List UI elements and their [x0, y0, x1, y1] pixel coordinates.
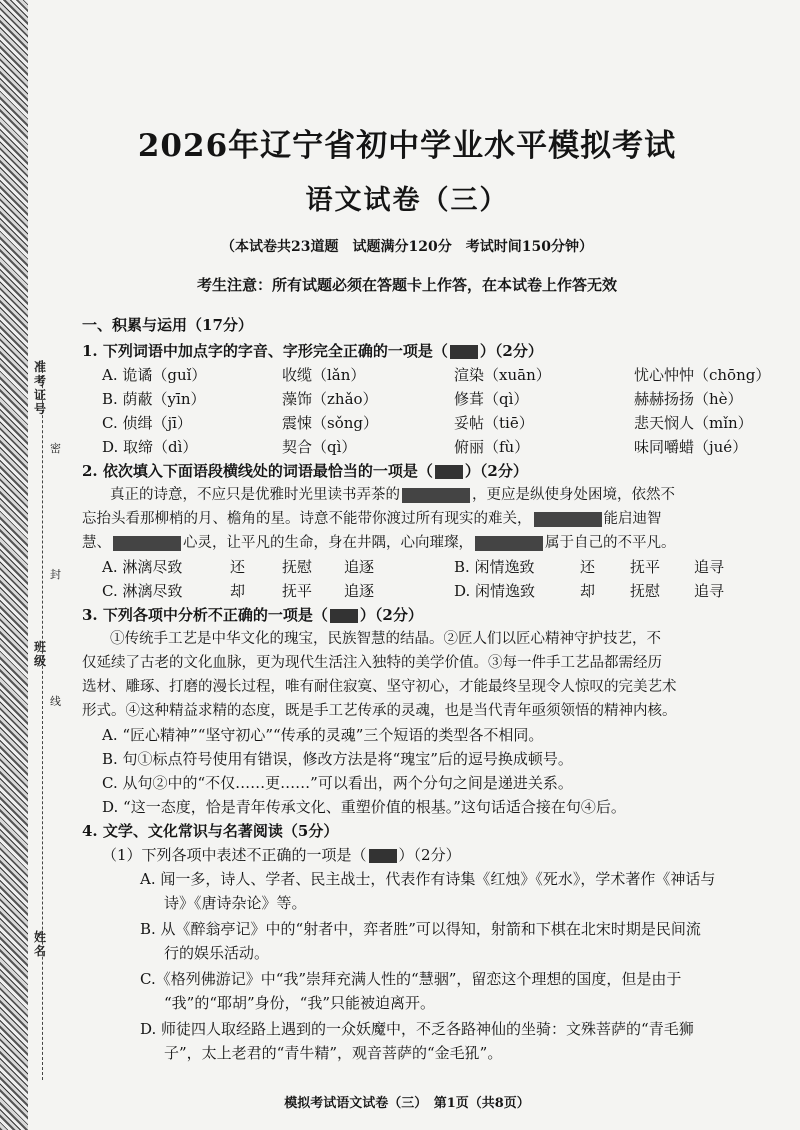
q2-option: D. 闲情逸致 — [454, 582, 536, 600]
q2-option: 追逐 — [344, 558, 375, 576]
q2-option: C. 淋漓尽致 — [102, 582, 183, 600]
q4-option: B. 从《醉翁亭记》中的“射者中，弈者胜”可以得知，射箭和下棋在北宋时期是民间流 — [140, 920, 701, 938]
q2-option: A. 淋漓尽致 — [102, 558, 183, 576]
q2-option: 还 — [230, 558, 246, 576]
q4-option: C.《格列佛游记》中“我”崇拜充满人性的“慧骃”，留恋这个理想的国度，但是由于 — [140, 970, 682, 988]
q1-option: 震悚（sǒng） — [282, 414, 378, 432]
seal-line — [42, 360, 43, 1080]
q1-option: 悲天悯人（mǐn） — [634, 414, 753, 432]
answer-blank — [330, 609, 358, 623]
question-2-stem: 2. 依次填入下面语段横线处的词语最恰当的一项是（ ）（2分） — [82, 462, 528, 480]
seal-char-mi: 密 — [50, 442, 61, 455]
fill-blank — [113, 536, 181, 551]
class-label: 班级 — [34, 640, 47, 668]
q1-option: 味同嚼蜡（jué） — [634, 438, 748, 456]
q2-passage-line: 慧、 心灵，让平凡的生命，身在井隅，心向璀璨， 属于自己的不平凡。 — [82, 535, 676, 551]
exam-subtitle: 语文试卷（三） — [305, 185, 509, 216]
q2-option: 抚平 — [282, 582, 313, 600]
q1-option: 俯丽（fù） — [454, 438, 530, 456]
answer-blank — [450, 345, 478, 359]
q2-option: 追寻 — [694, 558, 725, 576]
page-footer: 模拟考试语文试卷（三） 第1页（共8页） — [284, 1096, 530, 1111]
q1-option: 妥帖（tiē） — [454, 414, 534, 432]
q4-option-cont: 诗》《唐诗杂论》等。 — [164, 894, 307, 912]
q2-passage-line: 真正的诗意，不应只是优雅时光里读书弄茶的 ，更应是纵使身处困境，依然不 — [110, 487, 675, 503]
q4-option: D. 师徒四人取经路上遇到的一众妖魔中，不乏各路神仙的坐骑：文殊菩萨的“青毛狮 — [140, 1020, 694, 1038]
exam-notice: 考生注意：所有试题必须在答题卡上作答，在本试卷上作答无效 — [196, 276, 617, 294]
q2-option: 却 — [230, 582, 246, 600]
question-4-heading: 4. 文学、文化常识与名著阅读（5分） — [82, 822, 339, 840]
exam-number-label: 准考证号 — [34, 360, 47, 416]
q2-option: 追寻 — [694, 582, 725, 600]
q1-option: 赫赫扬扬（hè） — [634, 390, 743, 408]
q1-option: 藻饰（zhǎo） — [282, 390, 378, 408]
q2-option: 却 — [580, 582, 596, 600]
q3-option: D. “这一态度，恰是青年传承文化、重塑价值的根基。”这句话适合接在句④后。 — [102, 798, 626, 816]
question-3-stem: 3. 下列各项中分析不正确的一项是（ ）（2分） — [82, 606, 423, 624]
q4-option: A. 闻一多，诗人、学者、民主战士，代表作有诗集《红烛》《死水》，学术著作《神话与 — [140, 870, 716, 888]
exam-title: 2026年辽宁省初中学业水平模拟考试 — [137, 128, 677, 164]
question-1-stem: 1. 下列词语中加点字的字音、字形完全正确的一项是（ ）（2分） — [82, 342, 543, 360]
q3-passage-line: ①传统手工艺是中华文化的瑰宝，民族智慧的结晶。②匠人们以匠心精神守护技艺，不 — [110, 631, 661, 647]
q2-option: 抚平 — [630, 558, 661, 576]
q1-option: 忧心忡忡（chōng） — [634, 366, 771, 384]
q2-passage-line: 忘抬头看那柳梢的月、檐角的星。诗意不能带你渡过所有现实的难关， 能启迪智 — [82, 511, 662, 527]
q3-option: B. 句①标点符号使用有错误，修改方法是将“瑰宝”后的逗号换成顿号。 — [102, 750, 573, 768]
q1-option: 修葺（qì） — [454, 390, 529, 408]
fill-blank — [534, 512, 602, 527]
q3-option: A. “匠心精神”“坚守初心”“传承的灵魂”三个短语的类型各不相同。 — [102, 726, 544, 744]
q2-option: B. 闲情逸致 — [454, 558, 535, 576]
q1-option: 契合（qì） — [282, 438, 357, 456]
fill-blank — [475, 536, 543, 551]
binding-margin-pattern — [0, 0, 28, 1130]
q2-option: 抚慰 — [630, 582, 661, 600]
name-label: 姓名 — [34, 930, 47, 958]
q3-passage-line: 选材、雕琢、打磨的漫长过程，唯有耐住寂寞、坚守初心，才能最终呈现令人惊叹的完美艺术 — [82, 679, 677, 695]
q2-option: 追逐 — [344, 582, 375, 600]
fill-blank — [402, 488, 470, 503]
q2-option: 抚慰 — [282, 558, 313, 576]
q1-option: 渲染（xuān） — [454, 366, 551, 384]
q3-option: C. 从句②中的“不仅……更……”可以看出，两个分句之间是递进关系。 — [102, 774, 573, 792]
q3-passage-line: 仅延续了古老的文化血脉，更为现代生活注入独特的美学价值。③每一件手工艺品都需经历 — [82, 655, 662, 671]
section-heading: 一、积累与运用（17分） — [82, 316, 253, 334]
q1-option: C. 侦缉（jī） — [102, 414, 192, 432]
q3-passage-line: 形式。④这种精益求精的态度，既是手工艺传承的灵魂，也是当代青年亟须领悟的精神内核。 — [82, 703, 677, 719]
q4-option-cont: 子”，太上老君的“青牛精”，观音菩萨的“金毛犼”。 — [164, 1044, 503, 1062]
q1-option: 收缆（lǎn） — [282, 366, 366, 384]
q4-option-cont: 行的娱乐活动。 — [164, 944, 270, 962]
q4-option-cont: “我”的“耶胡”身份，“我”只能被迫离开。 — [164, 994, 436, 1012]
q1-option: A. 诡谲（guǐ） — [102, 366, 207, 384]
q1-option: D. 取缔（dì） — [102, 438, 198, 456]
seal-char-feng: 封 — [50, 568, 61, 581]
q1-option: B. 荫蔽（yīn） — [102, 390, 206, 408]
answer-blank — [435, 465, 463, 479]
answer-blank — [369, 849, 397, 863]
question-4-1-stem: （1）下列各项中表述不正确的一项是（ ）（2分） — [102, 846, 461, 864]
q2-option: 还 — [580, 558, 596, 576]
seal-char-xian: 线 — [50, 695, 61, 708]
exam-info: （本试卷共23道题 试题满分120分 考试时间150分钟） — [221, 239, 593, 255]
